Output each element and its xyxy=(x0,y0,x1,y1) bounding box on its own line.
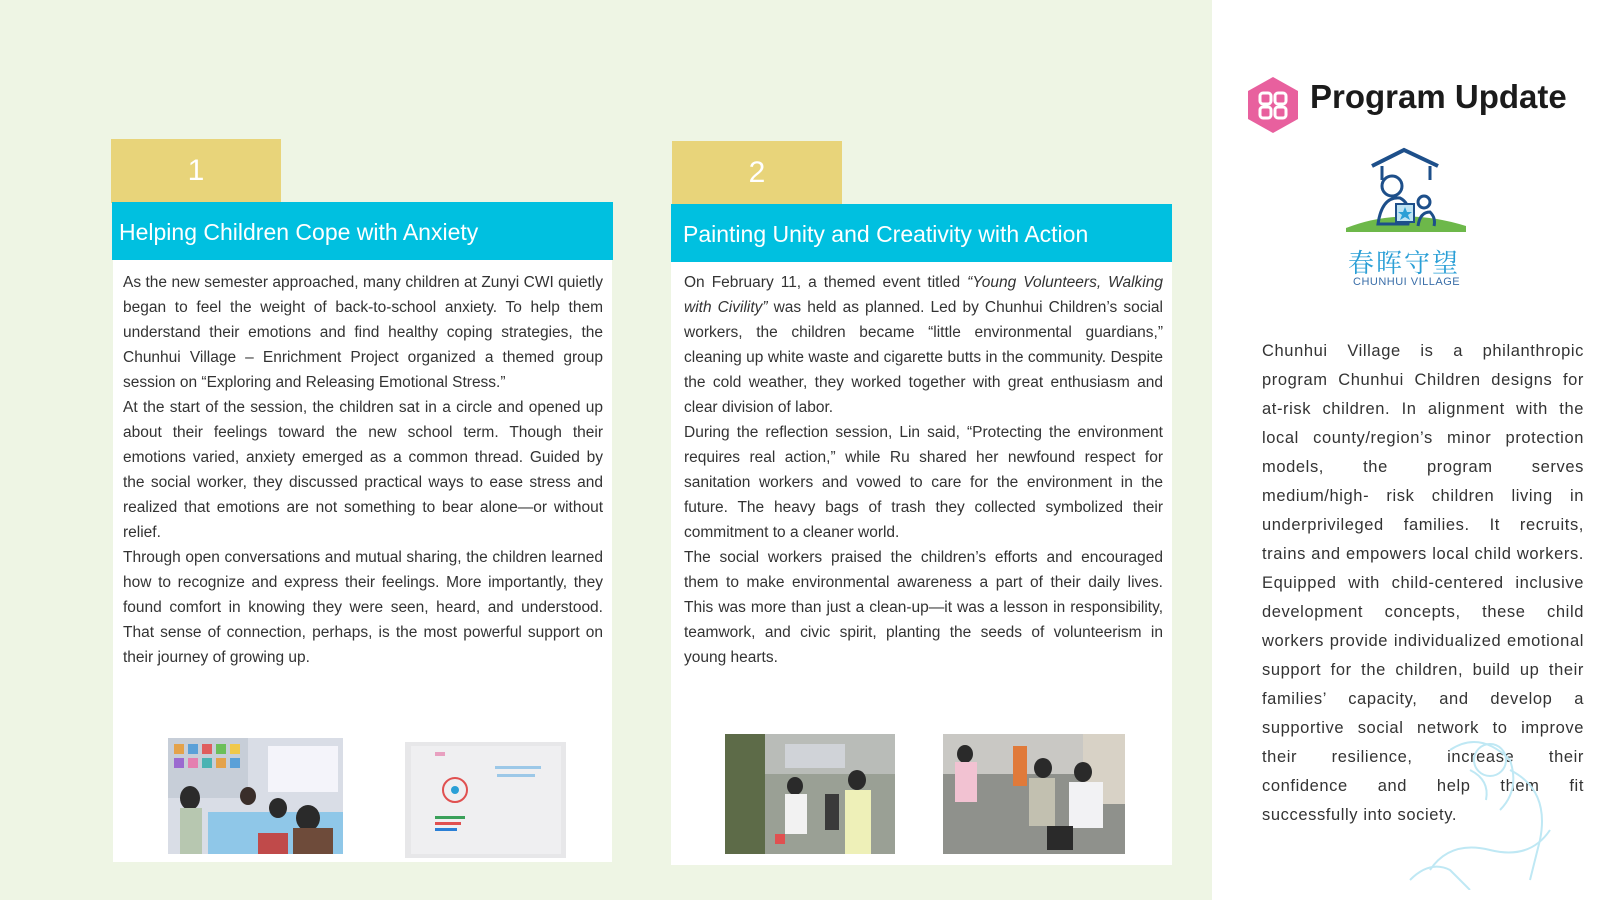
program-description: Chunhui Village is a philanthropic program Chunhui Children designs for at-risk children. In alignment with the local county/region’s minor protection models, the program serves medium/high- risk children living in underprivileged families. It recruits, trains and empowers local child workers. Equipped with child-centered inclusive development concepts, these child workers provide individualized emotional support for the children, build up their families’ capacity, and develop a supportive social network to improve their resilience, increase their confidence and help them fit successfully into society. xyxy=(1262,342,1584,824)
sidebar-title: Program Update xyxy=(1310,78,1567,115)
card-2-paragraph-3: The social workers praised the children’s efforts and encouraged them to make environmental awareness a part of their daily lives. This was more than just a clean-up—it was a lesson in responsibility, teamwork, and civic spirit, planting the seeds of volunteerism in young hearts. xyxy=(684,549,1163,666)
logo-english-text: CHUNHUI VILLAGE xyxy=(1353,276,1461,288)
card-2-p1-text: On February 11, a themed event titled xyxy=(684,274,968,291)
logo-chinese-text: 春晖守望 xyxy=(1348,248,1461,278)
card-1-photo-paper xyxy=(405,742,566,858)
card-1-title: Helping Children Cope with Anxiety xyxy=(112,202,613,260)
card-1-number-tab xyxy=(111,139,281,203)
card-2-paragraph-1 xyxy=(684,270,1163,420)
card-2-title: Painting Unity and Creativity with Action xyxy=(671,204,1172,262)
card-1-paragraph: At the start of the session, the children sat in a circle and opened up about their feelings toward the new school term. Though their emotions varied, anxiety emerged as a common thread. Guided by the social worker, they discussed practical ways to ease stress and realized that emotions are not something to bear alone—or without relief. xyxy=(123,399,603,541)
card-1-number: 1 xyxy=(187,154,205,187)
decorative-line-art-icon xyxy=(1390,730,1590,890)
card-1-paragraph: As the new semester approached, many children at Zunyi CWI quietly began to feel the weight of back-to-school anxiety. To help them understand their emotions and find healthy coping strategies, the Chunhui Village – Enrichment Project organized a themed group session on “Exploring and Releasing Emotional Stress.” xyxy=(123,274,603,391)
card-1-body xyxy=(123,270,603,670)
card-2-number-tab xyxy=(672,141,842,205)
card-2-photo-cleanup-group xyxy=(943,734,1125,854)
card-1-paragraph: Through open conversations and mutual sharing, the children learned how to recognize and express their feelings. More importantly, they found comfort in knowing they were seen, heard, and understood. That sense of connection, perhaps, is the most powerful support on their journey of growing up. xyxy=(123,549,603,666)
card-2-paragraph-2: During the reflection session, Lin said, “Protecting the environment requires real action,” while Ru shared her newfound respect for sanitation workers and vowed to care for the environment in the future. The heavy bags of trash they collected symbolized their commitment to a cleaner world. xyxy=(684,424,1163,541)
card-2-number: 2 xyxy=(748,156,766,189)
sidebar xyxy=(1212,0,1600,900)
chunhui-village-logo-icon xyxy=(1342,146,1472,246)
grid-app-icon xyxy=(1246,76,1300,134)
card-2-body xyxy=(684,270,1163,670)
card-2-event-title: “Young Volunteers, Walking with Civility” xyxy=(684,274,1163,316)
card-2-p1-text-end: was held as planned. Led by Chunhui Children’s social workers, the children became “little environmental guardians,” cleaning up white waste and cigarette butts in the community. Despite the cold weather, they worked together with great enthusiasm and clear division of labor. xyxy=(684,299,1163,416)
card-2 xyxy=(671,204,1172,865)
card-2-photo-cleanup-street xyxy=(725,734,895,854)
card-1-photo-classroom xyxy=(168,738,343,854)
card-1 xyxy=(113,202,612,862)
